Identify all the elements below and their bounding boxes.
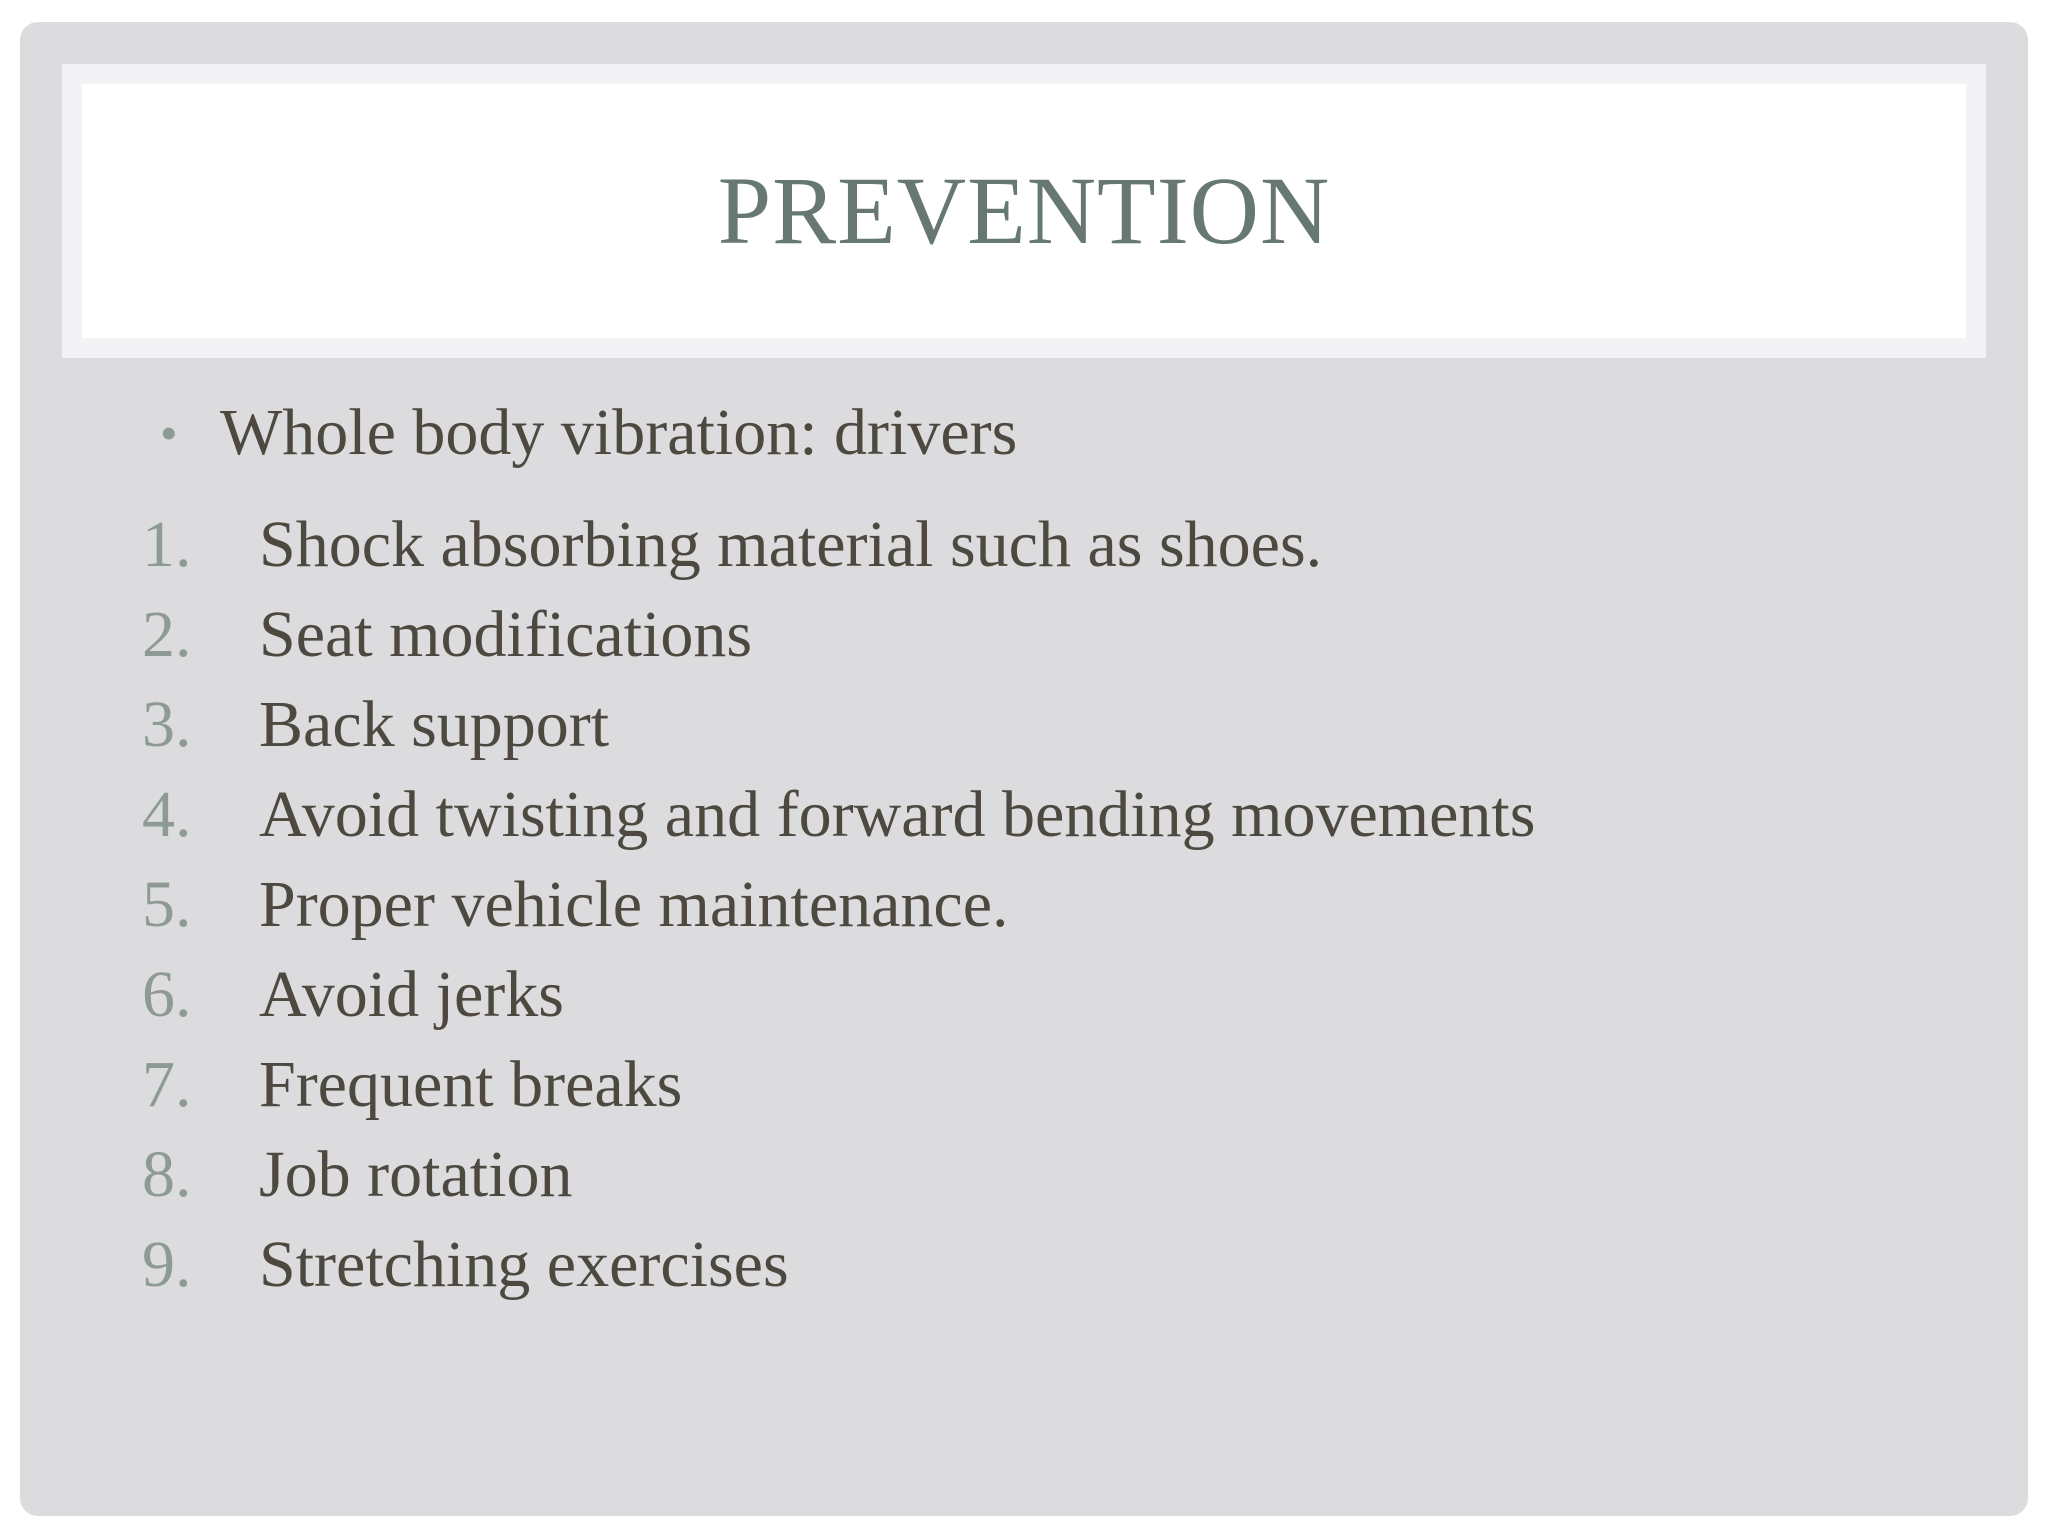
list-number: 5. [142, 868, 192, 941]
bullet-item [160, 396, 1018, 469]
list-text: Shock absorbing material such as shoes. [259, 508, 1323, 581]
slide-title: PREVENTION [717, 157, 1331, 264]
list-text: Frequent breaks [259, 1048, 683, 1121]
list-text: Proper vehicle maintenance. [259, 868, 1009, 941]
list-number: 9. [142, 1228, 192, 1301]
list-number: 3. [142, 688, 192, 761]
list-text: Stretching exercises [259, 1228, 789, 1301]
list-text: Avoid jerks [259, 958, 564, 1031]
list-number: 6. [142, 958, 192, 1031]
list-text: Seat modifications [259, 598, 753, 671]
list-number: 4. [142, 778, 192, 851]
bullet-icon: • [160, 404, 178, 461]
slide-content [20, 22, 2028, 1516]
list-text: Back support [259, 688, 610, 761]
slide [20, 22, 2028, 1516]
list-number: 2. [142, 598, 192, 671]
list-number: 8. [142, 1138, 192, 1211]
list-text: Job rotation [259, 1138, 573, 1211]
list-number: 7. [142, 1048, 192, 1121]
bullet-text: Whole body vibration: drivers [220, 396, 1018, 469]
list-text: Avoid twisting and forward bending movements [259, 778, 1536, 851]
list-number: 1. [142, 508, 192, 581]
